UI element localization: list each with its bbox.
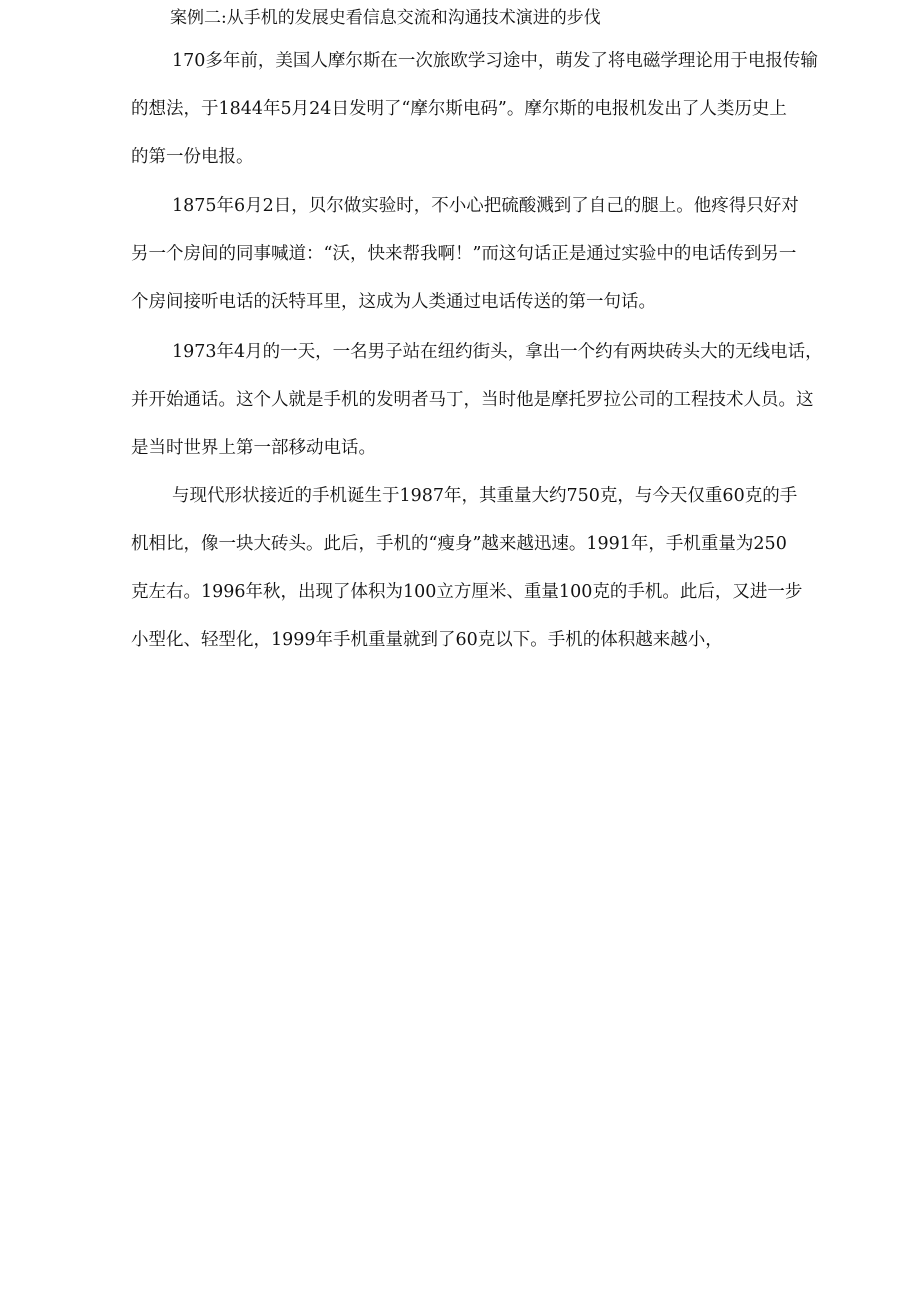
paragraph-line: 另一个房间的同事喊道：“沃，快来帮我啊！”而这句话正是通过实验中的电话传到另一 [131, 244, 797, 264]
paragraph-line: 是当时世界上第一部移动电话。 [131, 438, 376, 458]
paragraph-line: 1875年6月2日，贝尔做实验时，不小心把硫酸溅到了自己的腿上。他疼得只好对 [172, 196, 799, 216]
paragraph-line: 170多年前，美国人摩尔斯在一次旅欧学习途中，萌发了将电磁学理论用于电报传输 [172, 51, 818, 71]
paragraph-first-mobile [131, 328, 823, 472]
paragraph-line: 小型化、轻型化，1999年手机重量就到了60克以下。手机的体积越来越小， [131, 630, 723, 650]
paragraph-telephone [131, 182, 811, 326]
document-title: 案例二:从手机的发展史看信息交流和沟通技术演进的步伐 [170, 8, 601, 28]
paragraph-telegraph [131, 37, 818, 181]
paragraph-line: 机相比，像一块大砖头。此后，手机的“瘦身”越来越迅速。1991年，手机重量为250 [131, 534, 787, 554]
paragraph-line: 克左右。1996年秋，出现了体积为100立方厘米、重量100克的手机。此后，又进一步 [131, 582, 803, 602]
paragraph-modern-phone [131, 472, 811, 664]
paragraph-line: 1973年4月的一天，一名男子站在纽约街头，拿出一个约有两块砖头大的无线电话， [172, 342, 823, 362]
paragraph-line: 并开始通话。这个人就是手机的发明者马丁，当时他是摩托罗拉公司的工程技术人员。这 [131, 390, 814, 410]
paragraph-line: 的第一份电报。 [131, 147, 254, 167]
paragraph-line: 的想法，于1844年5月24日发明了“摩尔斯电码”。摩尔斯的电报机发出了人类历史上 [131, 99, 787, 119]
paragraph-line: 与现代形状接近的手机诞生于1987年，其重量大约750克，与今天仅重60克的手 [172, 486, 798, 506]
paragraph-line: 个房间接听电话的沃特耳里，这成为人类通过电话传送的第一句话。 [131, 292, 656, 312]
